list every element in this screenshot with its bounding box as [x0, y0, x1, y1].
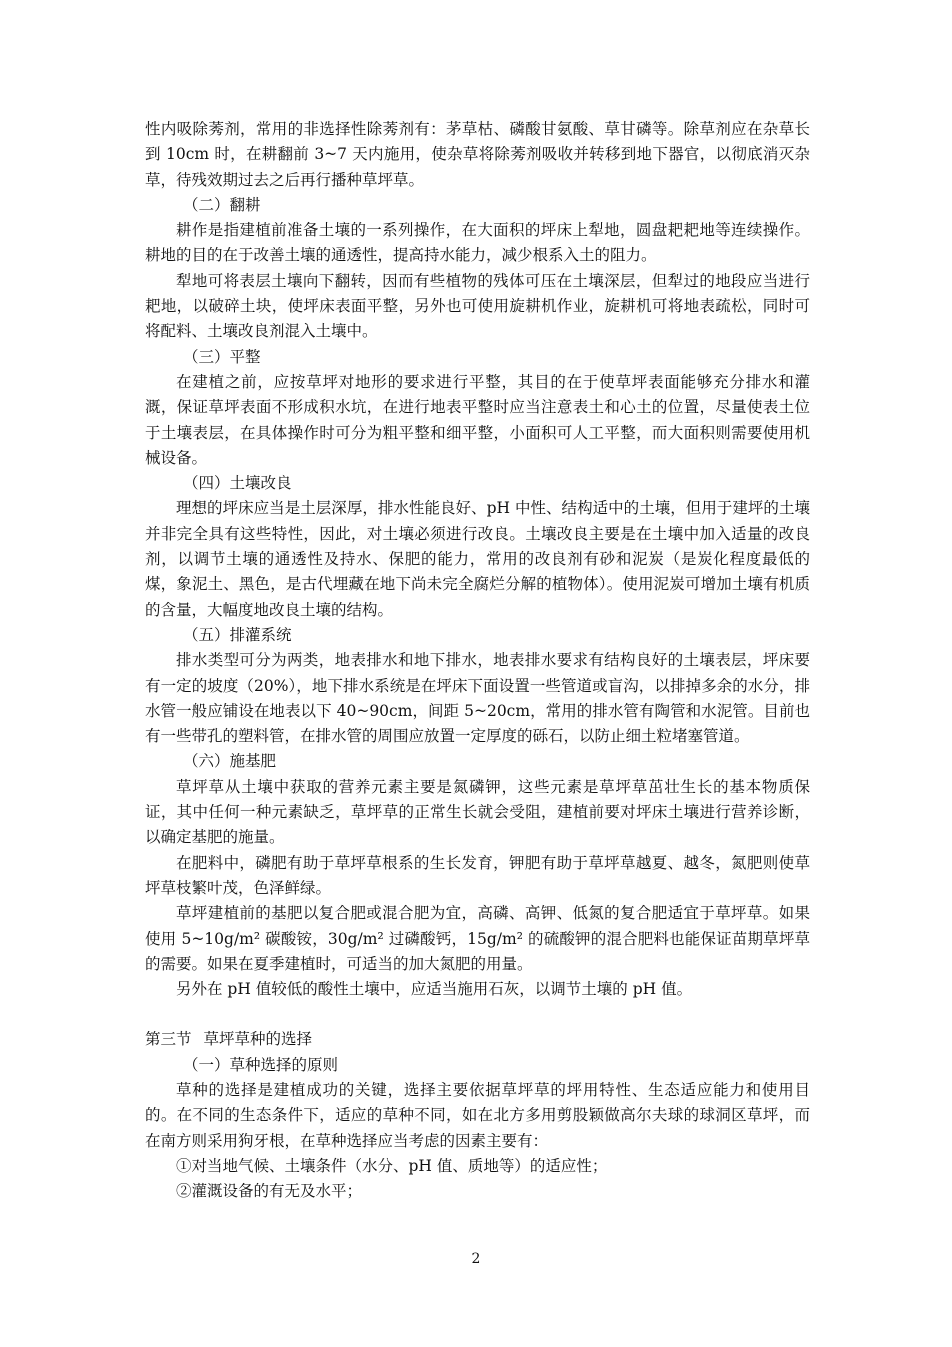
body-text	[145, 117, 810, 1204]
paragraph-continuation: 性内吸除莠剂，常用的非选择性除莠剂有：茅草枯、磷酸甘氨酸、草甘磷等。除草剂应在杂草长到 10cm 时，在耕翻前 3~7 天内施用，使杂草将除莠剂吸收并转移到地下器官，以彻底消灭杂草，待残效期过去之后再行播种草坪草。	[145, 120, 810, 189]
section-number: 第三节	[145, 1030, 192, 1049]
list-item: ①对当地气候、土壤条件（水分、pH 值、质地等）的适应性；	[176, 1156, 608, 1175]
subheading-plowing: （二）翻耕	[183, 195, 261, 214]
paragraph: 草坪草从土壤中获取的营养元素主要是氮磷钾，这些元素是草坪草茁壮生长的基本物质保证，其中任何一种元素缺乏，草坪草的正常生长就会受阻，建植前要对坪床土壤进行营养诊断，以确定基肥的施量。	[145, 777, 810, 847]
paragraph: 耕作是指建植前准备土壤的一系列操作，在大面积的坪床上犁地，圆盘耙耙地等连续操作。耕地的目的在于改善土壤的通透性，提高持水能力，减少根系入土的阻力。	[145, 221, 810, 265]
section-title: 草坪草种的选择	[203, 1030, 313, 1049]
paragraph: 在建植之前，应按草坪对地形的要求进行平整，其目的在于使草坪表面能够充分排水和灌溉，保证草坪表面不形成积水坑，在进行地表平整时应当注意表土和心土的位置，尽量使表土位于土壤表层，在具体操作时可分为粗平整和细平整，小面积可人工平整，而大面积则需要使用机械设备。	[145, 372, 810, 467]
paragraph: 另外在 pH 值较低的酸性土壤中，应适当施用石灰，以调节土壤的 pH 值。	[176, 980, 693, 999]
page-number: 2	[471, 1251, 481, 1267]
subheading-base-fertilizer: （六）施基肥	[183, 752, 277, 771]
subheading-selection-principle: （一）草种选择的原则	[183, 1055, 339, 1074]
paragraph: 草坪建植前的基肥以复合肥或混合肥为宜，高磷、高钾、低氮的复合肥适宜于草坪草。如果使用 5~10g/m² 碳酸铵，30g/m² 过磷酸钙，15g/m² 的硫酸钾的混合肥料也能保证苗期草坪草的需要。如果在夏季建植时，可适当的加大氮肥的用量。	[145, 904, 810, 973]
paragraph: 排水类型可分为两类，地表排水和地下排水，地表排水要求有结构良好的土壤表层，坪床要有一定的坡度（20%），地下排水系统是在坪床下面设置一些管道或盲沟，以排掉多余的水分，排水管一般应铺设在地表以下 40~90cm，间距 5~20cm，常用的排水管有陶管和水泥管。目前也有一些带孔的塑料管，在排水管的周围应放置一定厚度的砾石，以防止细土粒堵塞管道。	[145, 651, 810, 746]
subheading-drainage-irrigation: （五）排灌系统	[183, 625, 292, 644]
paragraph: 理想的坪床应当是土层深厚，排水性能良好、pH 中性、结构适中的土壤，但用于建坪的土壤并非完全具有这些特性，因此，对土壤必须进行改良。土壤改良主要是在土壤中加入适量的改良剂，以调节土壤的通透性及持水、保肥的能力，常用的改良剂有砂和泥炭（是炭化程度最低的煤，象泥土、黑色，是古代埋藏在地下尚未完全腐烂分解的植物体）。使用泥炭可增加土壤有机质的含量，大幅度地改良土壤的结构。	[145, 499, 810, 619]
section-heading	[145, 1027, 810, 1052]
subheading-leveling: （三）平整	[183, 347, 261, 366]
paragraph: 犁地可将表层土壤向下翻转，因而有些植物的残体可压在土壤深层，但犁过的地段应当进行耙地，以破碎土块，使坪床表面平整，另外也可使用旋耕机作业，旋耕机可将地表疏松，同时可将配料、土壤改良剂混入土壤中。	[145, 271, 810, 341]
list-item: ②灌溉设备的有无及水平；	[176, 1182, 363, 1201]
subheading-soil-improvement: （四）土壤改良	[183, 474, 292, 493]
paragraph: 在肥料中，磷肥有助于草坪草根系的生长发育，钾肥有助于草坪草越夏、越冬，氮肥则使草坪草枝繁叶茂，色泽鲜绿。	[145, 853, 810, 897]
paragraph: 草种的选择是建植成功的关键，选择主要依据草坪草的坪用特性、生态适应能力和使用目的。在不同的生态条件下，适应的草种不同，如在北方多用剪股颖做高尔夫球的球洞区草坪，而在南方则采用狗牙根，在草种选择应当考虑的因素主要有：	[145, 1080, 810, 1150]
